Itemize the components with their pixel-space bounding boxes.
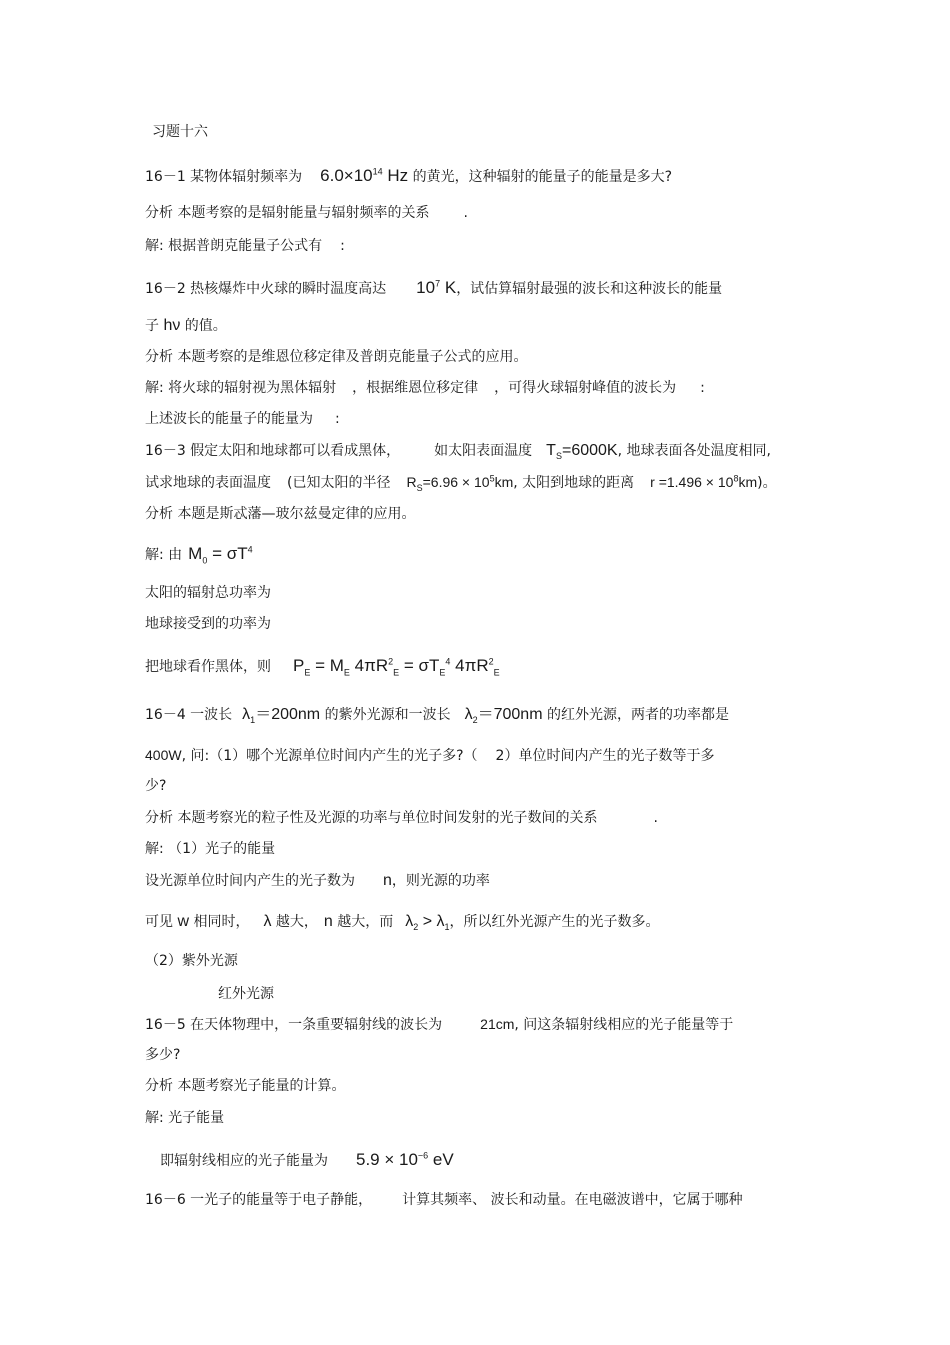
problem-16-5-question-cont: 多少? xyxy=(145,1047,181,1063)
problem-16-3-earth-blackbody: 把地球看作黑体，则 $P_E = M_E$ $4\pi R^2_E = \sigma T_E^4$ $4\pi R^2_E$ xyxy=(145,656,500,678)
problem-16-5-result: 即辐射线相应的光子能量为 $5.9 \times 10^{-6}$ eV xyxy=(160,1150,454,1169)
problem-16-2-solution: 解: 将火球的辐射视为黑体辐射 ，根据维恩位移定律 ，可得火球辐射峰值的波长为 : xyxy=(145,380,705,396)
problem-16-4-analysis: 分析 本题考察光的粒子性及光源的功率与单位时间发射的光子数间的关系 . xyxy=(145,810,658,826)
problem-16-4-question-end: 少? xyxy=(145,778,167,794)
problem-16-4-solution-3: 可见 w 相同时， λ 越大， n 越大，而 $\lambda_2 > \lambda_1$，所以红外光源产生的光子数多。 xyxy=(145,913,660,933)
stefan-boltzmann-formula: $M_0 = \sigma T^4$ xyxy=(188,544,253,566)
problem-16-4-solution-2: 设光源单位时间内产生的光子数为 n，则光源的功率 xyxy=(145,872,490,889)
problem-16-4-solution-1: 解: （1）光子的能量 xyxy=(145,841,276,857)
problem-16-4-question-cont: 400W, 问:（1）哪个光源单位时间内产生的光子多?（ 2）单位时间内产生的光子数等于多 xyxy=(145,747,715,764)
problem-16-2-analysis: 分析 本题考察的是维恩位移定律及普朗克能量子公式的应用。 xyxy=(145,349,528,365)
problem-16-5-analysis: 分析 本题考察光子能量的计算。 xyxy=(145,1078,346,1094)
frequency-formula: $6.0\times 10^{14}$ Hz xyxy=(320,166,409,185)
problem-16-1-question: 16－1 某物体辐射频率为 $6.0\times 10^{14}$ Hz 的黄光，这种辐射的能量子的能量是多大? xyxy=(145,166,673,185)
photon-energy-result: $5.9 \times 10^{-6}$ eV xyxy=(356,1150,454,1169)
problem-16-3-question-cont: 试求地球的表面温度 (已知太阳的半径 $R_S=6.96 \times 10^5km$, 太阳到地球的距离 $r =1.496 \times 10^8km$)。 xyxy=(145,473,777,493)
problem-16-3-question: 16－3 假定太阳和地球都可以看成黑体， 如太阳表面温度 $T_S=6000K$, 地球表面各处温度相同, xyxy=(145,442,771,462)
problem-16-5-solution: 解: 光子能量 xyxy=(145,1110,225,1126)
problem-16-4-question: 16－4 一波长 $\lambda_1=200nm$ 的紫外光源和一波长 $\lambda_2=700nm$ 的红外光源，两者的功率都是 xyxy=(145,706,729,726)
page-title: 习题十六 xyxy=(152,124,208,140)
problem-16-4-solution-5: 红外光源 xyxy=(218,986,274,1002)
problem-16-1-analysis: 分析 本题考察的是辐射能量与辐射频率的关系 . xyxy=(145,205,468,221)
problem-16-1-solution: 解: 根据普朗克能量子公式有 : xyxy=(145,238,345,254)
temperature-formula: $10^7$ K xyxy=(416,278,457,297)
earth-power-formula: $P_E = M_E$ $4\pi R^2_E = \sigma T_E^4$ $4\pi R^2_E$ xyxy=(293,656,500,678)
problem-16-3-earth-received: 地球接受到的功率为 xyxy=(145,616,271,632)
problem-16-5-question: 16－5 在天体物理中，一条重要辐射线的波长为 21cm, 问这条辐射线相应的光子能量等于 xyxy=(145,1016,734,1033)
problem-16-6-question: 16－6 一光子的能量等于电子静能， 计算其频率、 波长和动量。在电磁波谱中，它属于哪种 xyxy=(145,1192,743,1208)
problem-16-3-sun-power: 太阳的辐射总功率为 xyxy=(145,585,271,601)
problem-16-2-question: 16－2 热核爆炸中火球的瞬时温度高达 $10^7$ K，试估算辐射最强的波长和这种波长的能量 xyxy=(145,278,723,297)
problem-16-3-solution: 解: 由 $M_0 = \sigma T^4$ xyxy=(145,544,253,566)
problem-16-3-analysis: 分析 本题是斯忒藩—玻尔兹曼定律的应用。 xyxy=(145,506,416,522)
problem-16-4-solution-4: （2）紫外光源 xyxy=(145,953,238,969)
problem-16-2-energy: 上述波长的能量子的能量为 : xyxy=(145,411,340,427)
problem-16-2-question-cont: 子 hν 的值。 xyxy=(145,317,227,334)
